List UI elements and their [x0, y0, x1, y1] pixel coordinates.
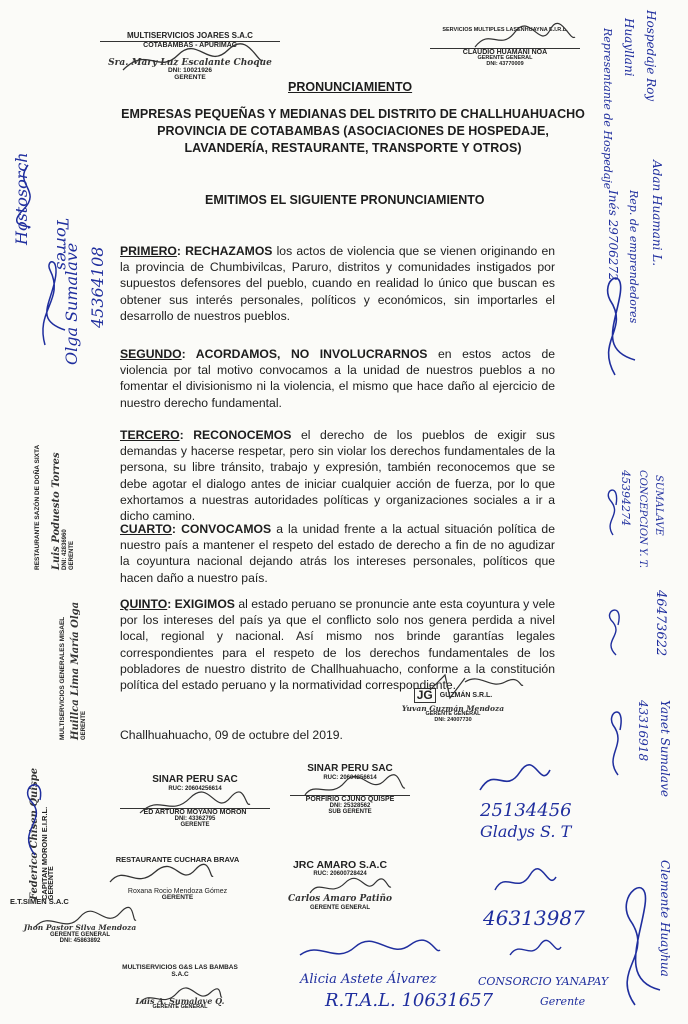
stamp-company: CAPITAN MORONI E.I.R.L.	[39, 806, 49, 900]
stamp-name: Sra. Mary Luz Escalante Choque	[108, 57, 272, 68]
handwritten-left-2: Torres	[53, 218, 72, 271]
stamp-role: GERENTE GENERAL	[425, 711, 481, 718]
handwritten-rtal: R.T.A.L. 10631657	[325, 990, 494, 1011]
stamp-company: SINAR PERU SAC	[307, 763, 393, 774]
handwritten-number-2: 46313987	[483, 906, 585, 930]
emitimos-heading: EMITIMOS EL SIGUIENTE PRONUNCIAMIENTO	[205, 193, 485, 207]
stamp-ruc: RUC: 20604256614	[323, 774, 377, 781]
paragraph-verb: RECHAZAMOS	[185, 244, 273, 258]
handwritten-right-lower-3: SUMALAVE	[653, 475, 664, 536]
handwritten-left-1: Hostosorch	[12, 152, 31, 245]
handwritten-gerente: Gerente	[540, 995, 586, 1008]
paragraph-label: QUINTO	[120, 597, 168, 611]
document-subtitle: EMPRESAS PEQUEÑAS Y MEDIANAS DEL DISTRITO DE CHALLHUAHUACHO PROVINCIA DE COTABAMBAS (ASOCIACIONES DE HOSPEDAJE, LAVANDERÍA, RESTAURANTE, TRANSPORTE Y OTROS)	[121, 107, 585, 155]
stamp-role: GERENTE GENERAL	[152, 1004, 208, 1011]
handwritten-right-bottom: Clemente Huayhua	[658, 860, 672, 977]
stamp-name: ED ARTURO MOYANO MORON	[120, 808, 270, 816]
signature-scribble	[305, 873, 395, 903]
handwritten-right-top-1: Hospedaje Roy	[644, 10, 658, 102]
signature-scribble	[425, 670, 525, 705]
stamp-name: Carlos Amaro Patiño	[287, 894, 393, 905]
paragraph-verb: CONVOCAMOS	[181, 522, 272, 536]
document-title: PRONUNCIAMIENTO	[288, 80, 413, 94]
stamp-company: SERVICIOS MULTIPLES LASENHUAYNA E.I.R.L.	[442, 27, 568, 33]
handwritten-signature	[598, 480, 628, 540]
paragraph-text: los actos de violencia que se vienen originando en la provincia de Chumbivilcas, Paruro, distritos y comunidades instigados por supuestos defensores del pueblo, cuando en realidad lo único que buscan es obtener sus interés personales, políticos y económicos, sin importarles el desarrollo de nuestros pueblos.	[120, 244, 556, 323]
handwritten-right-lower-2: CONCEPCION Y. T.	[637, 470, 648, 569]
stamp-name: Huillca Lima María Olga	[69, 601, 81, 740]
stamp-role: SUB GERENTE	[328, 809, 372, 816]
paragraph-primero: PRIMERO: RECHAZAMOS los actos de violencia que se vienen originando en la provincia de Chumbivilcas, Paruro, distritos y comunidades instigados por supuestos defensores del pueblo, cuando en realidad lo único que buscan es obtener sus interés personales, políticos y económicos, sin importarles el desarrollo de nuestros pueblos.	[120, 244, 556, 323]
signature-scribble	[118, 40, 268, 80]
paragraph-text: el derecho de los pueblos de exigir sus demandas y hacerse respetar, pero sin violar los derechos fundamentales de la persona, su libre tránsito, trabajo y expresión, también reconocemos que se debe agotar el dialogo antes de iniciar cualquier acción de fuerza, por lo que exhortamos a nuestras autoridades políticas y organizaciones sociales a ir a dicho camino.	[120, 428, 555, 524]
paragraph-tercero: TERCERO: RECONOCEMOS el derecho de los pueblos de exigir sus demandas y hacerse respetar, pero sin violar los derechos fundamentales de la persona, su libre tránsito, trabajo y expresión, también reconocemos que se debe agotar el dialogo antes de iniciar cualquier acción de fuerza, por lo que exhortamos a nuestras autoridades políticas y organizaciones sociales a ir a dicho camino.	[120, 428, 555, 524]
handwritten-name-alicia: Alicia Astete Álvarez	[300, 972, 437, 987]
handwritten-right-lower-num: 43316918	[636, 700, 650, 762]
signature-scribble	[300, 770, 410, 805]
stamp-name: Jhon Pastor Silva Mendoza	[23, 922, 137, 932]
paragraph-verb: EXIGIMOS	[174, 597, 235, 611]
paragraph-verb: ACORDAMOS, NO INVOLUCRARNOS	[195, 347, 428, 361]
stamp-dni: DNI: 42836960	[62, 529, 69, 570]
stamp-dona-sixta	[35, 445, 75, 570]
stamp-role: GERENTE	[68, 540, 75, 570]
handwritten-signature	[5, 770, 65, 860]
stamp-role: GERENTE	[161, 894, 194, 902]
stamp-role: GERENTE GENERAL	[477, 55, 533, 62]
handwritten-signature	[596, 600, 636, 660]
paragraph-verb: RECONOCEMOS	[193, 428, 292, 442]
stamp-company: RESTAURANTE SAZÓN DE DOÑA SIXTA	[34, 444, 41, 570]
stamp-company: MULTISERVICIOS GENERALES MISAEL	[59, 616, 66, 740]
handwritten-signature	[600, 860, 670, 1010]
stamp-misael	[60, 602, 88, 740]
signature-scribble	[30, 905, 140, 940]
stamp-role: GERENTE	[180, 822, 210, 829]
stamp-company: MULTISERVICIOS JOARES S.A.C	[127, 31, 253, 40]
stamp-company: JRC AMARO S.A.C	[292, 859, 388, 871]
stamp-dni: DNI: 24007730	[434, 717, 472, 724]
handwritten-signature	[25, 250, 75, 350]
paragraph-text: a la unidad frente a la actual situación política de nuestro país a mantener el respeto del estado de derecho a fin de no agudizar la coyuntura nacional dejando atrás los intereses personales, políticos que hacen daño a nuestro país.	[120, 522, 555, 585]
signature-scribble	[135, 788, 255, 823]
paragraph-text: al estado peruano se pronuncie ante esta coyuntura y vele por los intereses del país ya que el conflicto solo nos genera perdida a nivel local, regional y nacional. Así mismo nos brinde garantías legales correspondientes para el respeto de los derechos fundamentales de los pobladores de nuestro distrito de Challhuahuacho, conforme a la constitución política del estado peruano y la normatividad correspondiente.	[120, 597, 555, 693]
paragraph-label: CUARTO	[120, 522, 172, 536]
document-date: Challhuahuacho, 09 de octubre del 2019.	[120, 728, 343, 742]
stamp-ruc: RUC: 20600728424	[313, 871, 367, 878]
stamp-name: Federico Chisen Quispe	[29, 767, 40, 900]
signature-scribble	[105, 862, 215, 894]
paragraph-label: TERCERO	[120, 428, 180, 442]
stamp-place: COTABAMBAS - APURIMAC	[100, 41, 280, 49]
handwritten-left-4: 45364108	[88, 246, 107, 328]
handwritten-consorcio: CONSORCIO YANAPAY	[478, 975, 609, 988]
handwritten-right-lower-1: 45394274	[619, 470, 632, 526]
guzman-logo: JG	[414, 688, 436, 703]
paragraph-segundo: SEGUNDO: ACORDAMOS, NO INVOLUCRARNOS en estos actos de violencia por tal motivo convocamos a la unidad de nuestros pueblos a no fomentar el divisionismo ni la violencia, el mismo que hace daño al ejercicio de nuestro derecho fundamental.	[120, 347, 555, 410]
paragraph-label: PRIMERO	[120, 244, 177, 258]
signature-scribble	[470, 22, 580, 57]
stamp-company: SINAR PERU SAC	[152, 774, 238, 785]
stamp-name: CLAUDIO HUAMANI NOA	[430, 48, 580, 56]
handwritten-right-mid-3: Adan Huamani L.	[650, 160, 664, 267]
stamp-name: Luis A. Sumalave Q.	[135, 995, 225, 1006]
handwritten-signature	[475, 760, 555, 800]
stamp-company: E.T.SIMEN S.A.C	[10, 897, 69, 906]
handwritten-name-gladys: Gladys S. T	[480, 822, 572, 841]
paragraph-cuarto: CUARTO: CONVOCAMOS a la unidad frente a la actual situación política de nuestro país a mantener el respeto del estado de derecho a fin de no agudizar la coyuntura nacional dejando atrás los intereses personales, políticos que hacen daño a nuestro país.	[120, 522, 555, 585]
handwritten-signature	[490, 865, 560, 900]
paragraph-quinto: QUINTO: EXIGIMOS al estado peruano se pronuncie ante esta coyuntura y vele por los intereses del país ya que el conflicto solo nos genera perdida a nivel local, regional y nacional. Así mismo nos brinde garantías legales correspondientes para el respeto de los derechos fundamentales de los pobladores de nuestro distrito de Challhuahuacho, conforme a la constitución política del estado peruano y la normatividad correspondiente.	[120, 597, 555, 693]
handwritten-right-mid-1: Inés 29706272	[606, 190, 620, 281]
stamp-role: GERENTE	[81, 710, 88, 740]
handwritten-right-top-3: Representante de Hospedaje	[601, 28, 614, 190]
stamp-dni: DNI: 10021926	[167, 67, 213, 75]
stamp-company: RESTAURANTE CUCHARA BRAVA	[115, 855, 240, 864]
stamp-name: Roxana Rocio Mendoza Gómez	[127, 887, 228, 895]
stamp-role: GERENTE	[48, 866, 56, 900]
stamp-role: GERENTE GENERAL	[49, 931, 110, 938]
handwritten-right-mid-2: Rep. de emprendedores	[627, 190, 640, 324]
paragraph-label: SEGUNDO	[120, 347, 182, 361]
signature-scribble	[135, 985, 225, 1013]
stamp-dni: DNI: 43770009	[486, 60, 524, 67]
stamp-ruc: RUC: 20604256614	[168, 785, 222, 792]
handwritten-right-lower2-2: Yanet Sumalave	[658, 700, 672, 797]
handwritten-signature	[598, 700, 638, 780]
handwritten-left-3: Olga Sumalave	[62, 242, 81, 365]
handwritten-signature	[8, 160, 48, 230]
stamp-dni: DNI: 25328562	[329, 803, 371, 810]
stamp-company: GUZMÁN S.R.L.	[439, 691, 493, 699]
stamp-dni: DNI: 45863892	[59, 938, 101, 945]
stamp-dni: DNI: 43362795	[174, 816, 216, 823]
stamp-company: MULTISERVICIOS G&S LAS BAMBAS S.A.C	[122, 964, 238, 978]
handwritten-number-1: 25134456	[480, 800, 572, 821]
stamp-name: PORFIRIO CJUNO QUISPE	[290, 795, 410, 803]
stamp-role: GERENTE GENERAL	[309, 904, 370, 911]
stamp-role: GERENTE	[174, 73, 206, 81]
handwritten-signature	[585, 260, 645, 380]
paragraph-text: en estos actos de violencia por tal motivo convocamos a la unidad de nuestros pueblos a no fomentar el divisionismo ni la violencia, el mismo que hace daño al ejercicio de nuestro derecho fundamental.	[120, 347, 555, 410]
handwritten-signature	[295, 935, 445, 970]
handwritten-signature	[505, 935, 565, 965]
stamp-name: Luis Poduesto Torres	[50, 452, 62, 570]
stamp-name: Yuvan Guzmán Mendoza	[401, 703, 505, 713]
handwritten-right-lower2-1: 46473622	[653, 590, 668, 657]
handwritten-right-top-2: Huayllani	[622, 18, 636, 77]
